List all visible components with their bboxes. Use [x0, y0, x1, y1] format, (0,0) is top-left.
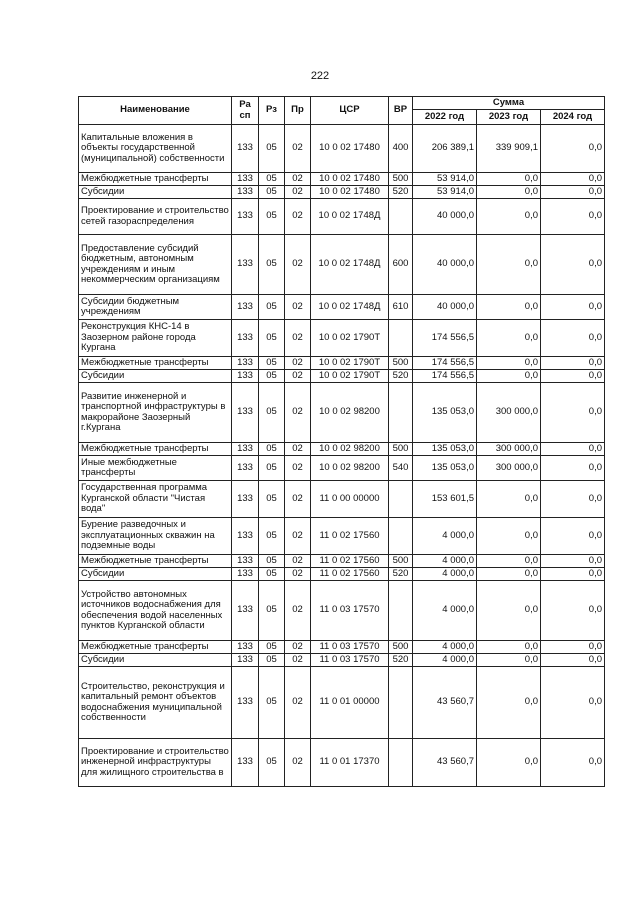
cell-rz: 05: [259, 320, 285, 357]
table-row: [79, 370, 605, 383]
table-row: [79, 654, 605, 667]
cell-name: Реконструкция КНС-14 в Заозерном районе города Кургана: [79, 320, 232, 357]
cell-name: Капитальные вложения в объекты государственной (муниципальной) собственности: [79, 125, 232, 173]
cell-2024: 0,0: [541, 654, 605, 667]
cell-pr: 02: [285, 173, 311, 186]
cell-csr: 11 0 01 00000: [311, 667, 389, 739]
table-header: [79, 97, 605, 125]
cell-rz: 05: [259, 443, 285, 456]
cell-2024: 0,0: [541, 456, 605, 481]
cell-rz: 05: [259, 199, 285, 235]
cell-name: Устройство автономных источников водоснабжения для обеспечения водой населенных пунктов Курганской области: [79, 581, 232, 641]
cell-2023: 300 000,0: [477, 443, 541, 456]
table-row: [79, 667, 605, 739]
cell-csr: 11 0 01 17370: [311, 739, 389, 787]
cell-name: Межбюджетные трансферты: [79, 173, 232, 186]
cell-vr: [389, 518, 413, 555]
cell-2023: 0,0: [477, 235, 541, 295]
cell-2023: 0,0: [477, 555, 541, 568]
cell-pr: 02: [285, 641, 311, 654]
cell-2023: 0,0: [477, 370, 541, 383]
cell-name: Бурение разведочных и эксплуатационных скважин на подземные воды: [79, 518, 232, 555]
cell-csr: 11 0 03 17570: [311, 654, 389, 667]
budget-table: [78, 96, 605, 787]
cell-rasp: 133: [232, 456, 259, 481]
cell-vr: [389, 581, 413, 641]
cell-rz: 05: [259, 739, 285, 787]
cell-vr: [389, 199, 413, 235]
cell-2024: 0,0: [541, 357, 605, 370]
cell-2022: 174 556,5: [413, 357, 477, 370]
cell-vr: [389, 481, 413, 518]
cell-2022: 135 053,0: [413, 443, 477, 456]
cell-rasp: 133: [232, 443, 259, 456]
cell-rz: 05: [259, 370, 285, 383]
cell-pr: 02: [285, 186, 311, 199]
cell-2022: 174 556,5: [413, 370, 477, 383]
cell-rasp: 133: [232, 667, 259, 739]
cell-2023: 300 000,0: [477, 456, 541, 481]
cell-2023: 0,0: [477, 295, 541, 320]
cell-pr: 02: [285, 235, 311, 295]
cell-rz: 05: [259, 667, 285, 739]
cell-csr: 10 0 02 1748Д: [311, 235, 389, 295]
cell-vr: 520: [389, 568, 413, 581]
cell-pr: 02: [285, 555, 311, 568]
cell-name: Предоставление субсидий бюджетным, автономным учреждениям и иным некоммерческим организациям: [79, 235, 232, 295]
cell-name: Субсидии бюджетным учреждениям: [79, 295, 232, 320]
header-vr: ВР: [389, 97, 413, 125]
cell-pr: 02: [285, 568, 311, 581]
cell-rz: 05: [259, 125, 285, 173]
cell-name: Межбюджетные трансферты: [79, 555, 232, 568]
cell-2024: 0,0: [541, 186, 605, 199]
cell-rasp: 133: [232, 568, 259, 581]
cell-rz: 05: [259, 173, 285, 186]
table-row: [79, 357, 605, 370]
cell-rz: 05: [259, 518, 285, 555]
cell-name: Развитие инженерной и транспортной инфраструктуры в макрорайоне Заозерный г.Кургана: [79, 383, 232, 443]
table-row: [79, 739, 605, 787]
cell-rasp: 133: [232, 199, 259, 235]
cell-2022: 135 053,0: [413, 456, 477, 481]
cell-2024: 0,0: [541, 739, 605, 787]
cell-vr: 520: [389, 654, 413, 667]
header-csr: ЦСР: [311, 97, 389, 125]
header-2023: 2023 год: [477, 110, 541, 125]
table-row: [79, 456, 605, 481]
cell-csr: 10 0 02 98200: [311, 443, 389, 456]
table-row: [79, 568, 605, 581]
cell-csr: 10 0 02 1790Т: [311, 357, 389, 370]
cell-2023: 0,0: [477, 186, 541, 199]
cell-2022: 4 000,0: [413, 654, 477, 667]
cell-pr: 02: [285, 199, 311, 235]
cell-pr: 02: [285, 320, 311, 357]
cell-rz: 05: [259, 654, 285, 667]
cell-rasp: 133: [232, 641, 259, 654]
header-rasp: Ра сп: [232, 97, 259, 125]
cell-2023: 0,0: [477, 481, 541, 518]
table-body: [79, 125, 605, 787]
cell-rasp: 133: [232, 320, 259, 357]
cell-csr: 10 0 02 17480: [311, 125, 389, 173]
page-number: 222: [310, 70, 330, 82]
cell-rz: 05: [259, 186, 285, 199]
table-row: [79, 125, 605, 173]
cell-name: Субсидии: [79, 654, 232, 667]
cell-vr: [389, 383, 413, 443]
cell-vr: 400: [389, 125, 413, 173]
cell-rz: 05: [259, 357, 285, 370]
cell-csr: 10 0 02 1790Т: [311, 320, 389, 357]
cell-name: Субсидии: [79, 568, 232, 581]
cell-pr: 02: [285, 581, 311, 641]
table-row: [79, 581, 605, 641]
cell-name: Строительство, реконструкция и капитальный ремонт объектов водоснабжения муниципальной собственности: [79, 667, 232, 739]
cell-vr: 500: [389, 641, 413, 654]
cell-2022: 4 000,0: [413, 568, 477, 581]
cell-rz: 05: [259, 581, 285, 641]
cell-2023: 339 909,1: [477, 125, 541, 173]
cell-vr: [389, 320, 413, 357]
cell-name: Иные межбюджетные трансферты: [79, 456, 232, 481]
table-row: [79, 199, 605, 235]
cell-rasp: 133: [232, 357, 259, 370]
cell-rasp: 133: [232, 518, 259, 555]
cell-2023: 300 000,0: [477, 383, 541, 443]
cell-2024: 0,0: [541, 518, 605, 555]
cell-2022: 40 000,0: [413, 295, 477, 320]
cell-2022: 40 000,0: [413, 199, 477, 235]
cell-name: Межбюджетные трансферты: [79, 641, 232, 654]
cell-rasp: 133: [232, 581, 259, 641]
cell-vr: 500: [389, 357, 413, 370]
cell-name: Межбюджетные трансферты: [79, 443, 232, 456]
header-name: Наименование: [79, 97, 232, 125]
table-row: [79, 295, 605, 320]
cell-rasp: 133: [232, 186, 259, 199]
header-sum: Сумма: [413, 97, 605, 110]
cell-rz: 05: [259, 456, 285, 481]
cell-csr: 11 0 02 17560: [311, 518, 389, 555]
cell-2022: 40 000,0: [413, 235, 477, 295]
cell-2022: 4 000,0: [413, 555, 477, 568]
cell-csr: 10 0 02 98200: [311, 383, 389, 443]
cell-rz: 05: [259, 568, 285, 581]
cell-rasp: 133: [232, 383, 259, 443]
cell-rasp: 133: [232, 654, 259, 667]
cell-2022: 4 000,0: [413, 518, 477, 555]
cell-vr: [389, 739, 413, 787]
cell-csr: 10 0 02 98200: [311, 456, 389, 481]
header-pr: Пр: [285, 97, 311, 125]
cell-2023: 0,0: [477, 357, 541, 370]
cell-name: Проектирование и строительство сетей газораспределения: [79, 199, 232, 235]
cell-pr: 02: [285, 456, 311, 481]
cell-pr: 02: [285, 295, 311, 320]
cell-rz: 05: [259, 555, 285, 568]
cell-2023: 0,0: [477, 641, 541, 654]
cell-2024: 0,0: [541, 125, 605, 173]
cell-2024: 0,0: [541, 443, 605, 456]
table-row: [79, 173, 605, 186]
table-row: [79, 518, 605, 555]
cell-2022: 4 000,0: [413, 641, 477, 654]
cell-2022: 43 560,7: [413, 739, 477, 787]
cell-vr: 610: [389, 295, 413, 320]
cell-2024: 0,0: [541, 295, 605, 320]
cell-2024: 0,0: [541, 641, 605, 654]
cell-vr: 540: [389, 456, 413, 481]
cell-2024: 0,0: [541, 581, 605, 641]
cell-csr: 11 0 00 00000: [311, 481, 389, 518]
cell-2022: 174 556,5: [413, 320, 477, 357]
cell-2024: 0,0: [541, 173, 605, 186]
table-row: [79, 555, 605, 568]
cell-2024: 0,0: [541, 568, 605, 581]
header-rz: Рз: [259, 97, 285, 125]
cell-2022: 153 601,5: [413, 481, 477, 518]
cell-rz: 05: [259, 481, 285, 518]
table-row: [79, 320, 605, 357]
cell-vr: 500: [389, 443, 413, 456]
cell-pr: 02: [285, 383, 311, 443]
cell-pr: 02: [285, 443, 311, 456]
cell-2023: 0,0: [477, 173, 541, 186]
table-row: [79, 443, 605, 456]
cell-csr: 11 0 03 17570: [311, 641, 389, 654]
cell-2024: 0,0: [541, 667, 605, 739]
cell-pr: 02: [285, 357, 311, 370]
cell-rasp: 133: [232, 125, 259, 173]
cell-2022: 53 914,0: [413, 173, 477, 186]
cell-pr: 02: [285, 125, 311, 173]
cell-name: Проектирование и строительство инженерной инфраструктуры для жилищного строительства в: [79, 739, 232, 787]
cell-2024: 0,0: [541, 555, 605, 568]
cell-csr: 10 0 02 17480: [311, 173, 389, 186]
cell-2022: 4 000,0: [413, 581, 477, 641]
cell-csr: 10 0 02 1748Д: [311, 295, 389, 320]
cell-rasp: 133: [232, 370, 259, 383]
cell-2022: 53 914,0: [413, 186, 477, 199]
cell-csr: 11 0 02 17560: [311, 555, 389, 568]
cell-csr: 11 0 03 17570: [311, 581, 389, 641]
table-row: [79, 235, 605, 295]
cell-rasp: 133: [232, 481, 259, 518]
cell-2022: 43 560,7: [413, 667, 477, 739]
cell-pr: 02: [285, 481, 311, 518]
cell-rasp: 133: [232, 739, 259, 787]
header-2024: 2024 год: [541, 110, 605, 125]
cell-csr: 10 0 02 1748Д: [311, 199, 389, 235]
cell-pr: 02: [285, 518, 311, 555]
table-row: [79, 641, 605, 654]
cell-2023: 0,0: [477, 739, 541, 787]
cell-vr: [389, 667, 413, 739]
cell-name: Субсидии: [79, 370, 232, 383]
cell-pr: 02: [285, 654, 311, 667]
cell-rasp: 133: [232, 235, 259, 295]
table-row: [79, 481, 605, 518]
table-row: [79, 383, 605, 443]
cell-2024: 0,0: [541, 235, 605, 295]
cell-2023: 0,0: [477, 199, 541, 235]
cell-rz: 05: [259, 295, 285, 320]
cell-2023: 0,0: [477, 320, 541, 357]
cell-name: Субсидии: [79, 186, 232, 199]
cell-2023: 0,0: [477, 518, 541, 555]
cell-rz: 05: [259, 383, 285, 443]
cell-name: Межбюджетные трансферты: [79, 357, 232, 370]
cell-pr: 02: [285, 370, 311, 383]
cell-2024: 0,0: [541, 320, 605, 357]
table-row: [79, 186, 605, 199]
cell-2024: 0,0: [541, 481, 605, 518]
cell-2023: 0,0: [477, 568, 541, 581]
cell-rasp: 133: [232, 173, 259, 186]
cell-2023: 0,0: [477, 581, 541, 641]
cell-csr: 10 0 02 17480: [311, 186, 389, 199]
cell-name: Государственная программа Курганской области "Чистая вода": [79, 481, 232, 518]
header-2022: 2022 год: [413, 110, 477, 125]
cell-pr: 02: [285, 739, 311, 787]
cell-2024: 0,0: [541, 383, 605, 443]
cell-rasp: 133: [232, 555, 259, 568]
cell-rz: 05: [259, 641, 285, 654]
cell-2024: 0,0: [541, 370, 605, 383]
cell-vr: 520: [389, 370, 413, 383]
cell-vr: 600: [389, 235, 413, 295]
cell-csr: 10 0 02 1790Т: [311, 370, 389, 383]
cell-2024: 0,0: [541, 199, 605, 235]
cell-2022: 135 053,0: [413, 383, 477, 443]
cell-2022: 206 389,1: [413, 125, 477, 173]
cell-vr: 500: [389, 173, 413, 186]
cell-rasp: 133: [232, 295, 259, 320]
cell-vr: 520: [389, 186, 413, 199]
cell-rz: 05: [259, 235, 285, 295]
cell-vr: 500: [389, 555, 413, 568]
cell-2023: 0,0: [477, 667, 541, 739]
cell-csr: 11 0 02 17560: [311, 568, 389, 581]
cell-pr: 02: [285, 667, 311, 739]
cell-2023: 0,0: [477, 654, 541, 667]
